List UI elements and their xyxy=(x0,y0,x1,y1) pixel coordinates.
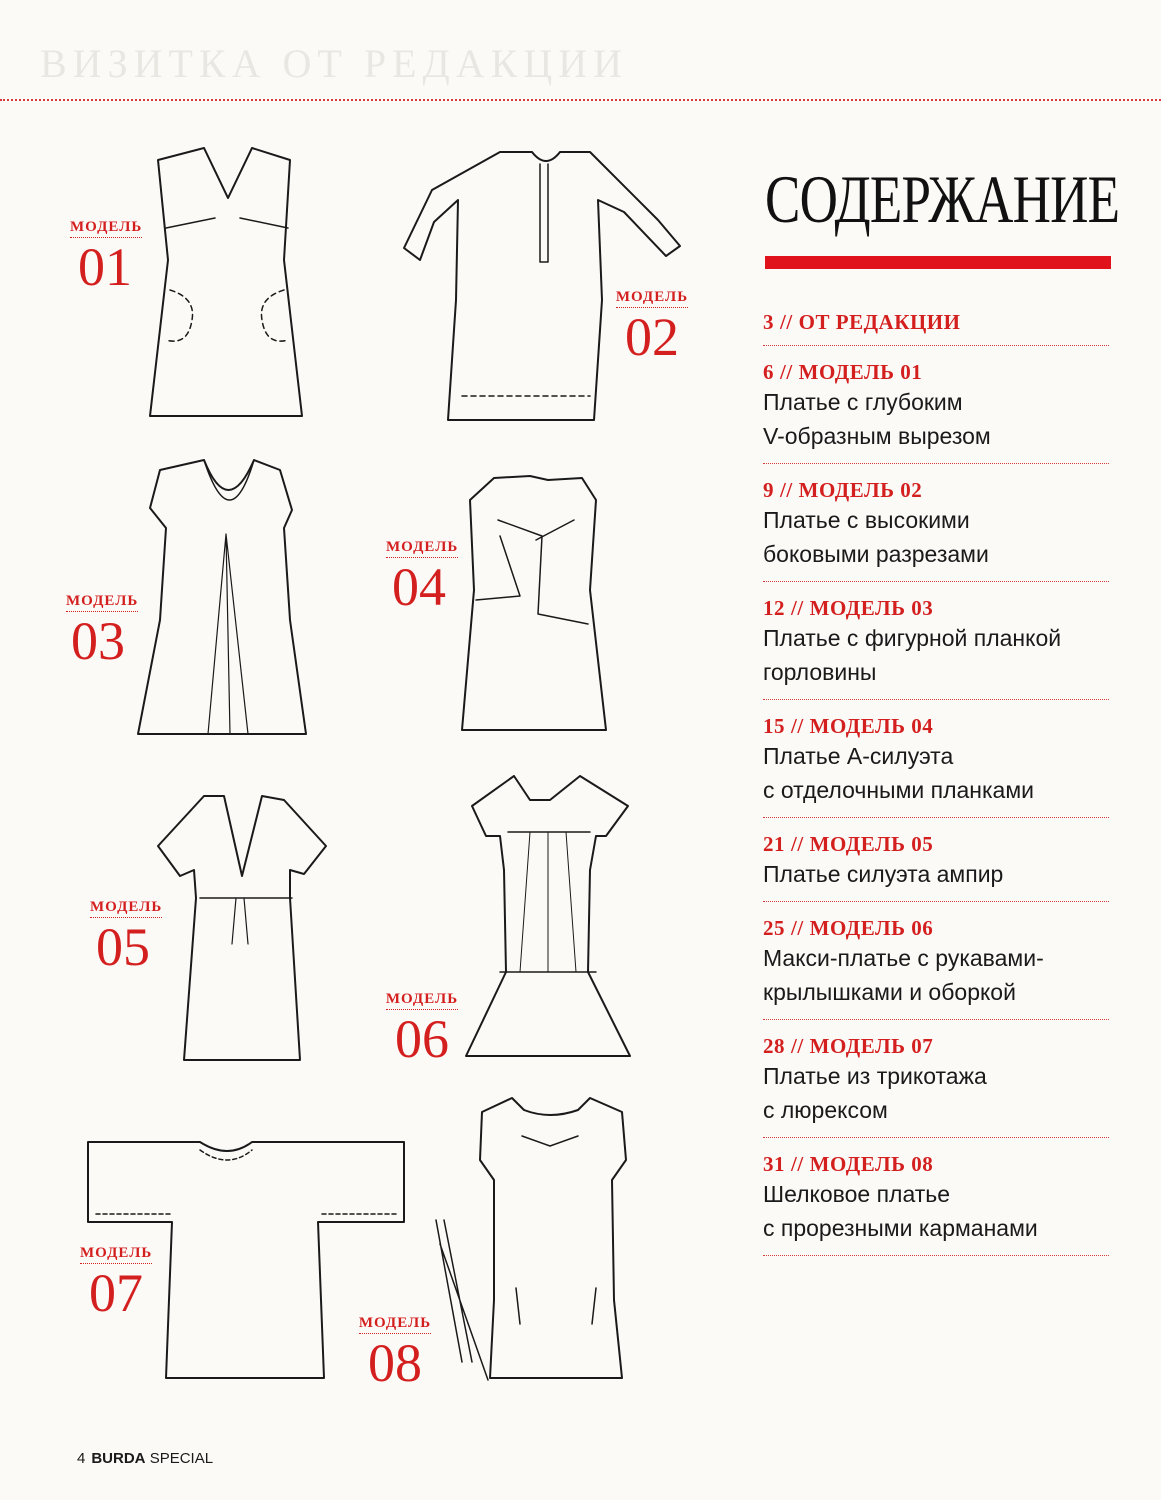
toc-entry-head: 15 // МОДЕЛЬ 04 xyxy=(763,714,934,738)
model-number: 03 xyxy=(71,611,125,671)
model-word: МОДЕЛЬ xyxy=(90,899,162,918)
toc-entry-model-01[interactable] xyxy=(763,356,1109,464)
table-of-contents xyxy=(763,306,1109,1266)
toc-entry-model-06[interactable] xyxy=(763,912,1109,1020)
dress-sketch-08 xyxy=(436,1098,626,1380)
toc-entry-desc: Платье с глубоким xyxy=(763,389,963,415)
toc-entry-head: 9 // МОДЕЛЬ 02 xyxy=(763,478,923,502)
model-label-02 xyxy=(612,288,692,367)
model-label-05 xyxy=(90,898,163,977)
toc-entry-desc: Платье из трикотажа xyxy=(763,1063,987,1089)
dress-sketch-05 xyxy=(158,796,326,1060)
toc-entry-model-05[interactable] xyxy=(763,828,1109,902)
model-word: МОДЕЛЬ xyxy=(66,593,138,612)
dress-sketch-03 xyxy=(138,460,306,734)
model-number: 02 xyxy=(625,307,679,367)
page-number: 4 xyxy=(77,1450,86,1467)
background-ghost-text: ВИЗИТКА ОТ РЕДАКЦИИ xyxy=(40,41,629,86)
toc-title: СОДЕРЖАНИЕ xyxy=(765,161,1120,237)
model-word: МОДЕЛЬ xyxy=(616,289,688,308)
toc-entry-desc: горловины xyxy=(763,659,877,685)
toc-entry-model-02[interactable] xyxy=(763,474,1109,582)
toc-entry-desc: Макси-платье с рукавами- xyxy=(763,945,1044,971)
model-word: МОДЕЛЬ xyxy=(359,1315,431,1334)
toc-entry-desc: Платье с высокими xyxy=(763,507,970,533)
model-word: МОДЕЛЬ xyxy=(80,1245,152,1264)
toc-entry-desc: с отделочными планками xyxy=(763,777,1035,803)
toc-entry-head: 12 // МОДЕЛЬ 03 xyxy=(763,596,934,620)
model-number: 08 xyxy=(368,1333,422,1393)
toc-entry-head: 28 // МОДЕЛЬ 07 xyxy=(763,1034,934,1058)
toc-entry-head: 21 // МОДЕЛЬ 05 xyxy=(763,832,934,856)
model-number: 04 xyxy=(392,557,446,617)
toc-entry-desc: V-образным вырезом xyxy=(763,423,991,449)
toc-entry-head: 25 // МОДЕЛЬ 06 xyxy=(763,916,934,940)
toc-entry-desc: Платье А-силуэта xyxy=(763,743,954,769)
dress-sketch-04 xyxy=(462,476,606,730)
brand-name: BURDA xyxy=(91,1450,146,1467)
model-number: 06 xyxy=(395,1009,449,1069)
model-number: 07 xyxy=(89,1263,143,1323)
toc-entry-desc: Шелковое платье xyxy=(763,1181,951,1207)
dress-sketch-01 xyxy=(150,148,302,416)
toc-entry-model-04[interactable] xyxy=(763,710,1109,818)
toc-title-bar xyxy=(765,256,1111,269)
toc-entry-model-08[interactable] xyxy=(763,1148,1109,1256)
model-label-03 xyxy=(66,592,139,671)
toc-entry-desc: боковыми разрезами xyxy=(763,541,989,567)
toc-entry-desc: с люрексом xyxy=(763,1097,888,1123)
brand-suffix: SPECIAL xyxy=(149,1450,214,1467)
toc-entry-desc: Платье силуэта ампир xyxy=(763,861,1004,887)
model-label-04 xyxy=(386,538,459,617)
toc-entry-editorial[interactable] xyxy=(763,306,1109,346)
page-footer xyxy=(77,1450,213,1467)
toc-entry-desc: крылышками и оборкой xyxy=(763,979,1016,1005)
model-label-01 xyxy=(70,218,143,297)
dress-sketch-02 xyxy=(404,152,680,420)
toc-entry-model-07[interactable] xyxy=(763,1030,1109,1138)
toc-entry-desc: с прорезными карманами xyxy=(763,1215,1038,1241)
toc-entry-model-03[interactable] xyxy=(763,592,1109,700)
toc-entry-head: 6 // МОДЕЛЬ 01 xyxy=(763,360,923,384)
model-word: МОДЕЛЬ xyxy=(70,219,142,238)
model-label-08 xyxy=(358,1314,432,1393)
toc-entry-head: 31 // МОДЕЛЬ 08 xyxy=(763,1152,934,1176)
model-number: 01 xyxy=(78,237,132,297)
model-number: 05 xyxy=(96,917,150,977)
model-word: МОДЕЛЬ xyxy=(386,991,458,1010)
toc-entry-desc: Платье с фигурной планкой xyxy=(763,625,1062,651)
toc-entry-head: 3 // ОТ РЕДАКЦИИ xyxy=(763,310,961,334)
model-label-07 xyxy=(80,1244,153,1323)
dress-sketch-06 xyxy=(466,776,630,1056)
model-word: МОДЕЛЬ xyxy=(386,539,458,558)
model-label-06 xyxy=(384,990,460,1069)
